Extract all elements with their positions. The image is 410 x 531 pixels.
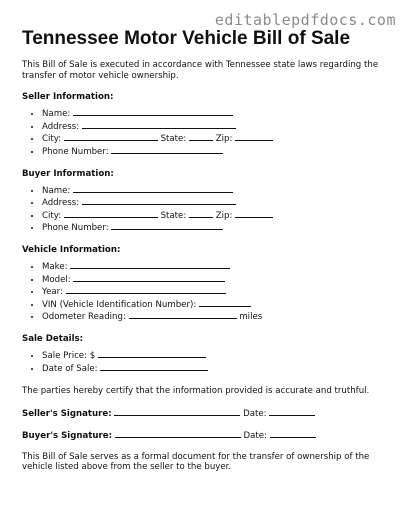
sale-price-row: [42, 349, 392, 362]
closing-paragraph: This Bill of Sale serves as a formal document for the transfer of ownership of the vehicle listed above from the seller to the buyer.: [22, 451, 370, 473]
seller-signature-row: [22, 407, 392, 420]
seller-zip-label: Zip:: [215, 134, 233, 145]
buyer-city-row: [42, 209, 392, 222]
buyer-city-label: City:: [42, 210, 62, 221]
document-title: Tennessee Motor Vehicle Bill of Sale: [22, 28, 351, 49]
seller-name-label: Name:: [42, 109, 71, 120]
seller-address-blank[interactable]: [82, 120, 236, 129]
vehicle-fields: [22, 260, 392, 323]
vehicle-make-row: [42, 260, 392, 273]
buyer-name-row: [42, 184, 392, 197]
watermark: editablepdfdocs.com: [214, 11, 396, 29]
certify-paragraph: The parties hereby certify that the information provided is accurate and truthful.: [22, 386, 370, 397]
seller-signature-date-blank[interactable]: [269, 407, 315, 416]
buyer-phone-row: [42, 221, 392, 234]
buyer-phone-blank[interactable]: [111, 221, 223, 230]
seller-city-label: City:: [42, 134, 62, 145]
vehicle-odometer-blank[interactable]: [129, 310, 237, 319]
sale-heading: Sale Details:: [22, 333, 84, 344]
vehicle-heading: Vehicle Information:: [22, 244, 121, 255]
vehicle-make-label: Make:: [42, 261, 68, 272]
seller-name-blank[interactable]: [73, 107, 233, 116]
buyer-signature-date-label: Date:: [243, 430, 267, 441]
vehicle-vin-blank[interactable]: [199, 298, 251, 307]
buyer-name-label: Name:: [42, 185, 71, 196]
seller-state-blank[interactable]: [189, 132, 213, 141]
seller-fields: [22, 107, 392, 157]
seller-city-row: [42, 132, 392, 145]
buyer-signature-date-blank[interactable]: [270, 429, 316, 438]
sale-date-row: [42, 362, 392, 375]
bill-of-sale-document: [22, 28, 392, 473]
buyer-city-blank[interactable]: [64, 209, 158, 218]
buyer-fields: [22, 184, 392, 234]
vehicle-year-blank[interactable]: [66, 285, 226, 294]
seller-state-label: State:: [160, 134, 187, 145]
seller-name-row: [42, 107, 392, 120]
buyer-phone-label: Phone Number:: [42, 223, 109, 234]
seller-phone-blank[interactable]: [111, 145, 223, 154]
vehicle-model-blank[interactable]: [73, 273, 225, 282]
buyer-zip-label: Zip:: [215, 210, 233, 221]
sale-price-label: Sale Price: $: [42, 350, 96, 361]
seller-address-label: Address:: [42, 121, 80, 132]
seller-address-row: [42, 120, 392, 133]
buyer-heading: Buyer Information:: [22, 168, 114, 179]
vehicle-make-blank[interactable]: [70, 260, 230, 269]
vehicle-vin-label: VIN (Vehicle Identification Number):: [42, 299, 197, 310]
buyer-signature-label: Buyer's Signature:: [22, 430, 113, 441]
vehicle-odometer-row: [42, 310, 392, 323]
sale-price-blank[interactable]: [98, 349, 206, 358]
vehicle-year-row: [42, 285, 392, 298]
buyer-state-blank[interactable]: [189, 209, 213, 218]
intro-paragraph: This Bill of Sale is executed in accordance with Tennessee state laws regarding the transfer of motor vehicle ownership.: [22, 60, 379, 81]
buyer-state-label: State:: [160, 210, 187, 221]
vehicle-vin-row: [42, 298, 392, 311]
sale-date-blank[interactable]: [100, 362, 208, 371]
seller-signature-date-label: Date:: [243, 408, 267, 419]
sale-date-label: Date of Sale:: [42, 363, 98, 374]
buyer-signature-row: [22, 429, 392, 442]
seller-zip-blank[interactable]: [235, 132, 273, 141]
seller-heading: Seller Information:: [22, 92, 114, 103]
buyer-address-row: [42, 196, 392, 209]
buyer-signature-blank[interactable]: [115, 429, 241, 438]
seller-signature-blank[interactable]: [114, 407, 240, 416]
seller-phone-row: [42, 145, 392, 158]
vehicle-model-label: Model:: [42, 274, 71, 285]
vehicle-miles-label: miles: [239, 312, 263, 323]
seller-signature-label: Seller's Signature:: [22, 408, 112, 419]
vehicle-year-label: Year:: [42, 287, 63, 298]
seller-city-blank[interactable]: [64, 132, 158, 141]
vehicle-model-row: [42, 273, 392, 286]
seller-phone-label: Phone Number:: [42, 146, 109, 157]
buyer-name-blank[interactable]: [73, 184, 233, 193]
buyer-zip-blank[interactable]: [235, 209, 273, 218]
buyer-address-blank[interactable]: [82, 196, 236, 205]
buyer-address-label: Address:: [42, 198, 80, 209]
vehicle-odometer-label: Odometer Reading:: [42, 312, 126, 323]
sale-fields: [22, 349, 392, 374]
